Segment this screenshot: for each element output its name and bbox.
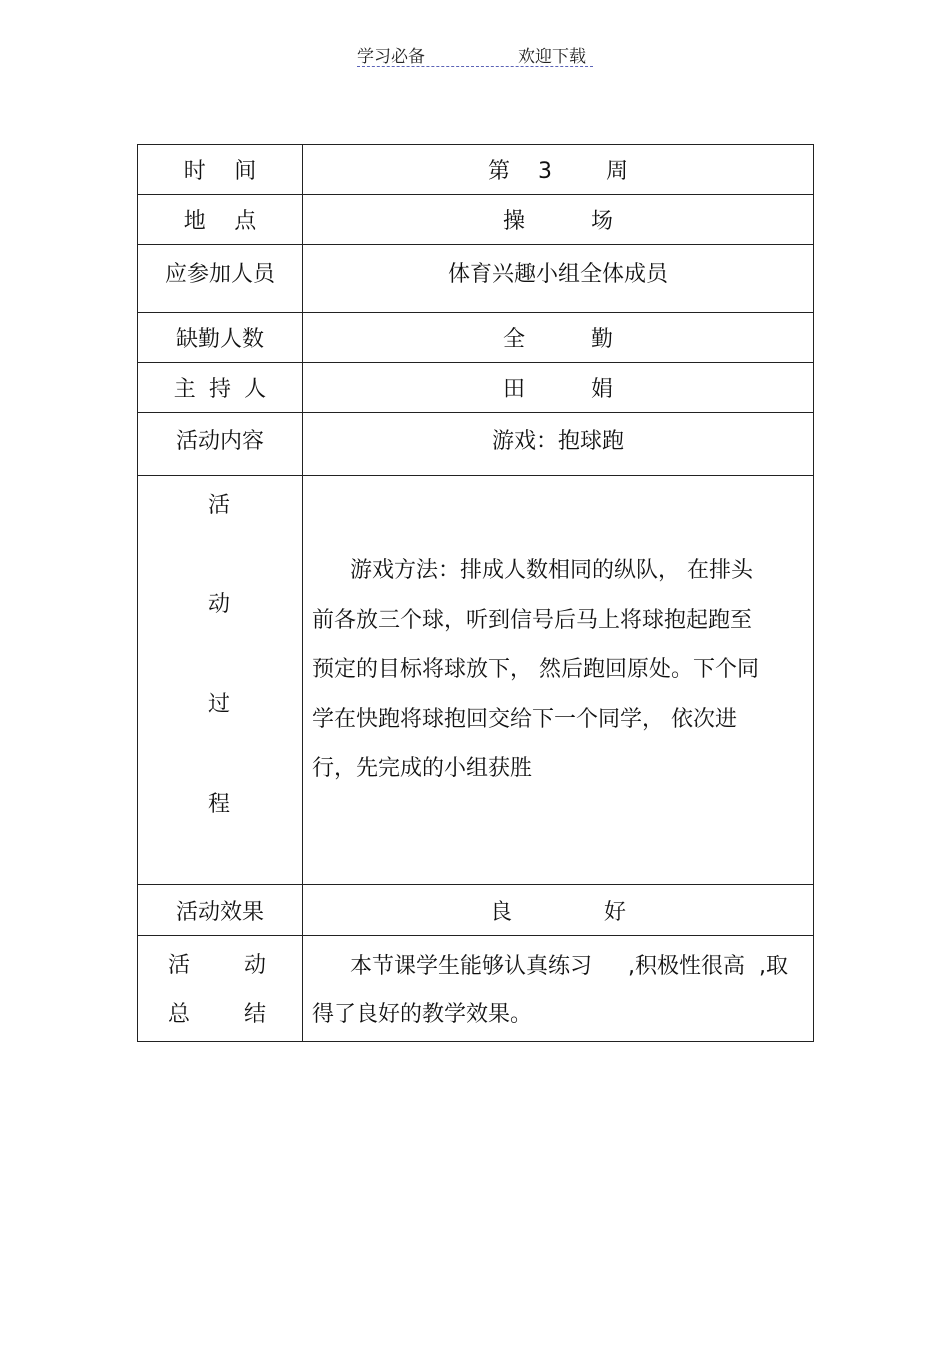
value-effect-first: 良 [489, 899, 512, 925]
label-time [138, 145, 303, 195]
label-summary-char-3: 总 [168, 1002, 191, 1027]
row-summary [138, 936, 814, 1042]
label-process-char-4: 程 [208, 792, 231, 817]
label-host [138, 363, 303, 413]
label-host-text: 主持人 [173, 377, 280, 402]
label-summary [138, 936, 303, 1042]
label-location-text: 地点 [183, 209, 285, 234]
label-process-char-1: 活 [208, 493, 231, 518]
value-process [303, 476, 814, 885]
summary-box [303, 936, 813, 1041]
value-content [303, 413, 814, 476]
label-participants-text: 应参加人员 [164, 262, 275, 287]
value-time-prefix: 第 [487, 159, 510, 184]
value-effect [303, 885, 814, 936]
row-participants [138, 245, 814, 313]
value-time-number: 3 [538, 159, 552, 184]
label-process-char-2: 动 [208, 592, 231, 617]
value-host [303, 363, 814, 413]
value-time [303, 145, 814, 195]
value-effect-second: 好 [604, 899, 627, 925]
summary-line-2: 得了良好的教学效果。 [312, 1002, 533, 1027]
header-left-text: 学习必备 [357, 47, 425, 67]
label-content [138, 413, 303, 476]
label-absent [138, 313, 303, 363]
row-content [138, 413, 814, 476]
row-location [138, 195, 814, 245]
value-location-text: 操场 [502, 209, 679, 234]
value-absent-text: 全勤 [502, 327, 679, 352]
label-content-text: 活动内容 [175, 429, 264, 454]
process-text [312, 546, 772, 794]
label-process-vertical [138, 476, 302, 884]
label-process [138, 476, 303, 885]
label-time-text: 时间 [183, 159, 285, 184]
summary-seg-3: ,取 [759, 954, 789, 979]
label-summary-char-4: 结 [244, 1002, 267, 1027]
summary-seg-1: 本节课学生能够认真练习 [350, 954, 593, 979]
value-host-text: 田娟 [502, 377, 679, 402]
label-summary-char-2: 动 [244, 953, 267, 978]
header-right-text: 欢迎下载 [518, 47, 586, 67]
value-participants-text: 体育兴趣小组全体成员 [447, 262, 668, 287]
row-time [138, 145, 814, 195]
row-effect [138, 885, 814, 936]
value-absent [303, 313, 814, 363]
value-content-text: 游戏：抱球跑 [491, 429, 624, 454]
value-time-suffix: 周 [606, 159, 629, 184]
label-process-char-3: 过 [208, 692, 231, 717]
label-participants [138, 245, 303, 313]
summary-seg-2: ,积极性很高 [628, 954, 746, 979]
label-location [138, 195, 303, 245]
label-effect [138, 885, 303, 936]
row-absent [138, 313, 814, 363]
label-summary-char-1: 活 [168, 953, 191, 978]
label-summary-grid [138, 936, 302, 1041]
activity-record-table [137, 144, 814, 1042]
process-box [303, 476, 813, 884]
row-host [138, 363, 814, 413]
value-location [303, 195, 814, 245]
page-header [357, 40, 593, 67]
label-effect-text: 活动效果 [175, 899, 264, 925]
process-paragraph: 游戏方法：排成人数相同的纵队， 在排头前各放三个球，听到信号后马上将球抱起跑至预定的目标将球放下， 然后跑回原处。下个同学在快跑将球抱回交给下一个同学， 依次进行，先完成的小组获胜 [312, 558, 759, 781]
summary-line-1 [312, 949, 788, 980]
label-absent-text: 缺勤人数 [175, 327, 264, 352]
value-summary [303, 936, 814, 1042]
row-process [138, 476, 814, 885]
value-participants [303, 245, 814, 313]
